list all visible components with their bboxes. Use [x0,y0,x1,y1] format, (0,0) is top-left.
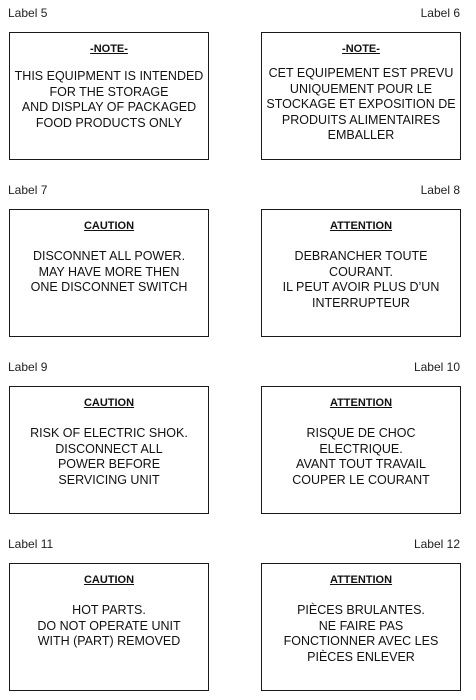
label-6-caption: Label 6 [420,6,460,20]
label-9-caption: Label 9 [8,360,48,374]
label-6-text: CET EQUIPEMENT EST PREVU UNIQUEMENT POUR LE STOCKAGE ET EXPOSITION DE PRODUITS ALIMENTAIRES EMBALLER [266,66,456,142]
label-5-text: THIS EQUIPMENT IS INTENDED FOR THE STORAGE AND DISPLAY OF PACKAGED FOOD PRODUCTS ONLY [14,69,204,130]
label-7-caption: Label 7 [8,183,48,197]
label-7-header: CAUTION [83,220,135,232]
label-6-header: -NOTE- [342,43,380,55]
label-11-box [9,563,209,691]
label-9-box [9,386,209,514]
label-5-header: -NOTE- [90,43,128,55]
label-10-header: ATTENTION [329,397,393,409]
label-11-header: CAUTION [83,574,135,586]
label-9-header: CAUTION [83,397,135,409]
label-12-text: PIÈCES BRULANTES. NE FAIRE PAS FONCTIONNER AVEC LES PIÈCES ENLEVER [283,603,439,664]
label-7-text: DISCONNET ALL POWER. MAY HAVE MORE THEN ONE DISCONNET SWITCH [30,249,188,294]
label-10-box [261,386,461,514]
label-12-caption: Label 12 [413,537,460,551]
label-6-box [261,32,461,160]
label-11-text: HOT PARTS. DO NOT OPERATE UNIT WITH (PART) REMOVED [37,603,181,648]
label-8-box [261,209,461,337]
label-12-box [261,563,461,691]
label-11-caption: Label 11 [8,537,54,551]
label-8-header: ATTENTION [329,220,393,232]
label-8-caption: Label 8 [420,183,460,197]
label-9-text: RISK OF ELECTRIC SHOK. DISCONNECT ALL POWER BEFORE SERVICING UNIT [30,426,188,487]
label-5-box [9,32,209,160]
label-5-caption: Label 5 [8,6,48,20]
label-8-text: DEBRANCHER TOUTE COURANT. IL PEUT AVOIR PLUS D’UN INTERRUPTEUR [282,249,440,310]
label-7-box [9,209,209,337]
label-10-caption: Label 10 [413,360,460,374]
label-10-text: RISQUE DE CHOC ELECTRIQUE. AVANT TOUT TRAVAIL COUPER LE COURANT [292,426,430,487]
label-12-header: ATTENTION [329,574,393,586]
